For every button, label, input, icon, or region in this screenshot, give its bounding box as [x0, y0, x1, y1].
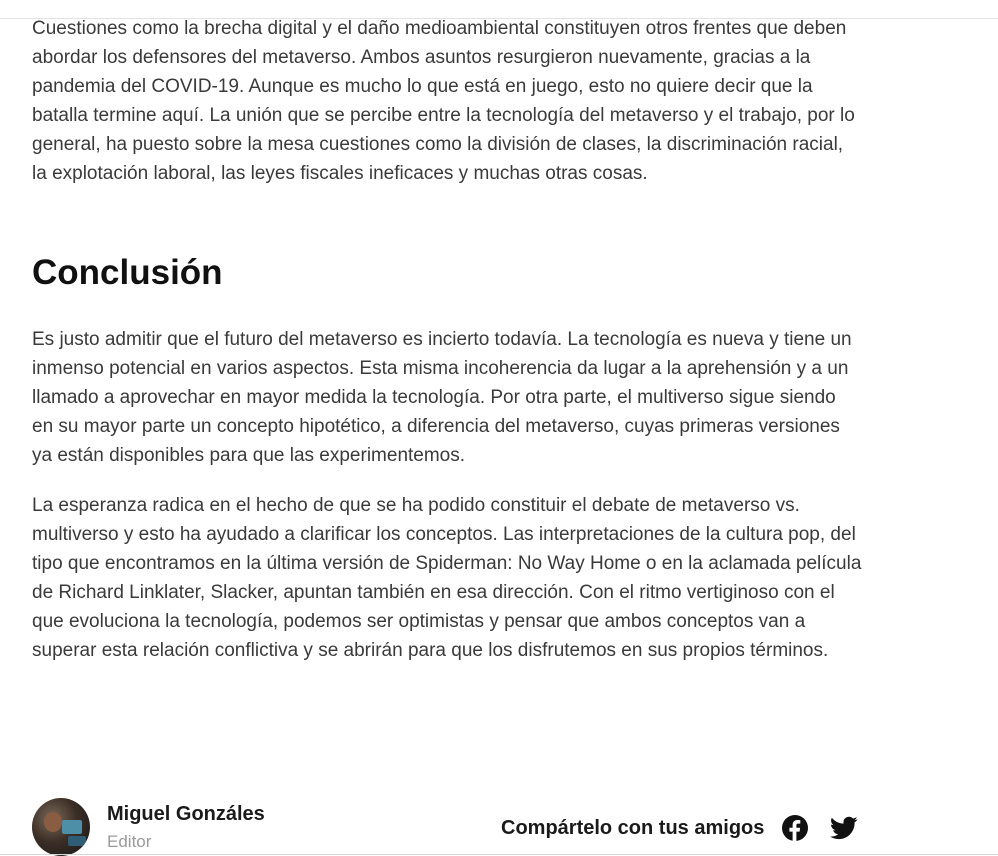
author-name[interactable]: Miguel Gonzáles [107, 803, 265, 825]
facebook-icon[interactable] [781, 814, 809, 842]
intro-paragraph: Cuestiones como la brecha digital y el daño medioambiental constituyen otros frentes que deben abordar los defensores del metaverso. Ambos asuntos resurgieron nuevamente, gracias a la pandemia del COVID-19. Aunque es mucho lo que está en juego, esto no quiere decir que la batalla termine aquí. La unión que se percibe entre la tecnología del metaverso y el trabajo, por lo general, ha puesto sobre la mesa cuestiones como la división de clases, la discriminación racial, la explotación laboral, las leyes fiscales ineficaces y muchas otras cosas. [32, 18, 855, 184]
avatar-person-shape [44, 812, 62, 832]
article-body [32, 14, 862, 665]
author-share-bar [0, 790, 998, 856]
avatar[interactable] [32, 798, 90, 856]
avatar-monitor-shape-2 [68, 836, 86, 846]
twitter-icon-graphic [830, 814, 858, 842]
share-label: Compártelo con tus amigos [501, 817, 765, 839]
facebook-icon-graphic [781, 814, 809, 842]
avatar-monitor-shape [62, 820, 82, 834]
twitter-icon[interactable] [830, 814, 858, 842]
author-role: Editor [107, 832, 152, 851]
section-heading-conclusion: Conclusión [32, 253, 223, 292]
conclusion-paragraph-1: Es justo admitir que el futuro del metaverso es incierto todavía. La tecnología es nueva y tiene un inmenso potencial en varios aspectos. Esta misma incoherencia da lugar a la aprehensión y a un llamado a aprovechar en mayor medida la tecnología. Por otra parte, el multiverso sigue siendo en su mayor parte un concepto hipotético, a diferencia del metaverso, cuyas primeras versiones ya están disponibles para que las experimentemos. [32, 329, 852, 466]
conclusion-paragraph-2: La esperanza radica en el hecho de que se ha podido constituir el debate de metaverso vs. multiverso y esto ha ayudado a clarificar los conceptos. Las interpretaciones de la cultura pop, del tipo que encontramos en la última versión de Spiderman: No Way Home o en la aclamada película de Richard Linklater, Slacker, apuntan también en esa dirección. Con el ritmo vertiginoso con el que evoluciona la tecnología, podemos ser optimistas y pensar que ambos conceptos van a superar esta relación conflictiva y se abrirán para que los disfrutemos en sus propios términos. [32, 495, 862, 661]
bottom-divider [0, 854, 998, 855]
